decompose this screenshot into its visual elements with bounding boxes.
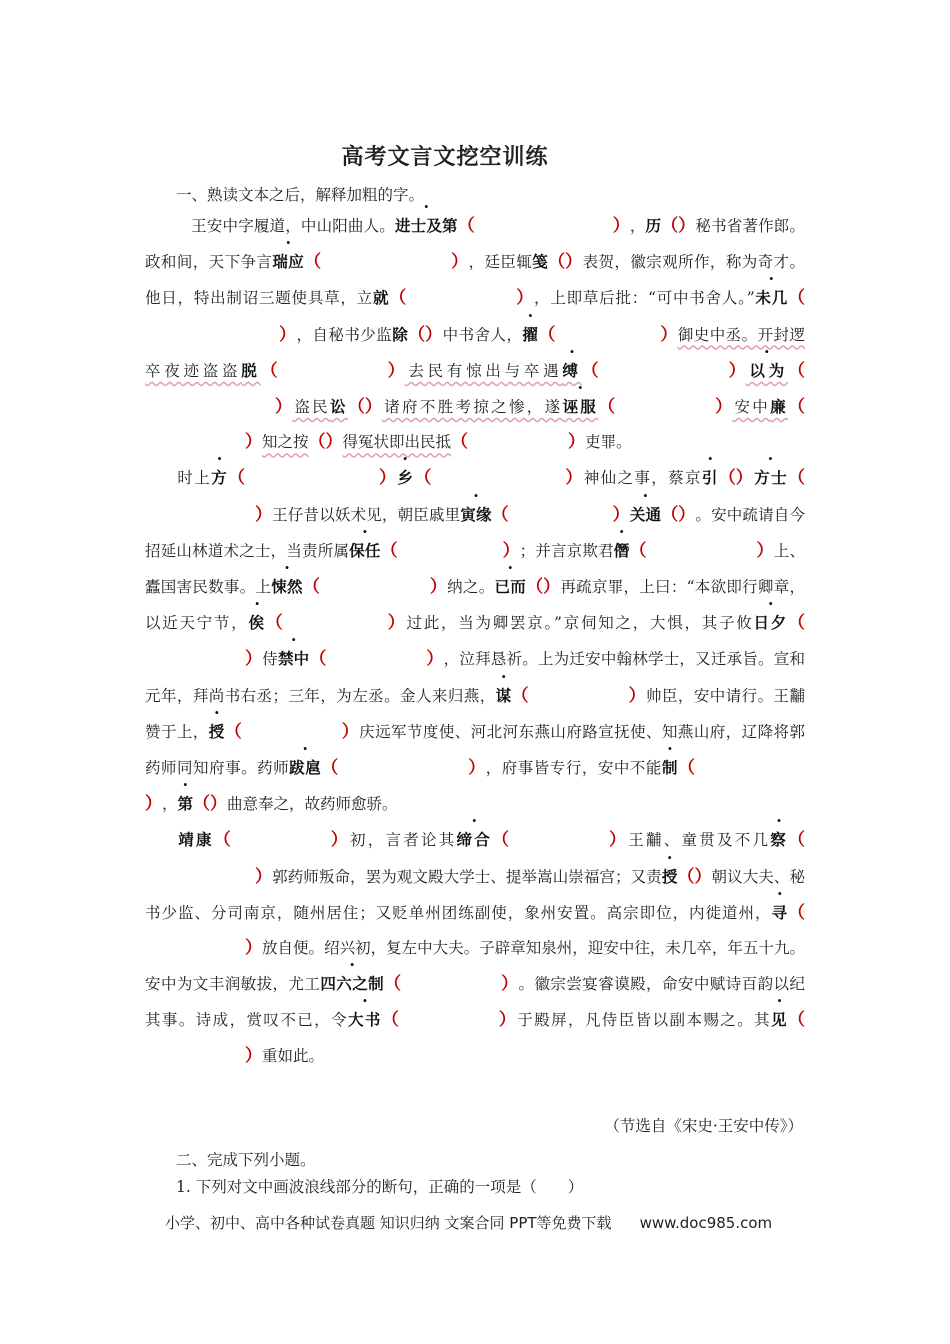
text: 郭药师叛命，罢为观文殿大学士、提举嵩山崇福宫；又责 bbox=[272, 867, 662, 886]
text: 朝议大夫、秘书少监、分司南京，随州居住；又贬单州团练副使，象州安置。高宗即位，内徙道州， bbox=[145, 867, 805, 922]
blank-open: （ bbox=[677, 758, 695, 779]
keyword: 除 bbox=[392, 324, 409, 344]
blank-open: （ bbox=[228, 468, 246, 489]
blank-open: （ bbox=[414, 468, 432, 489]
blank-open: （ bbox=[224, 721, 242, 742]
text: 初，言者论其 bbox=[347, 831, 457, 850]
blank-close: ） bbox=[715, 397, 733, 418]
blank-close: ） bbox=[565, 468, 583, 489]
blank-open: （ bbox=[213, 830, 231, 851]
blank-open: （ bbox=[526, 577, 544, 598]
blank-close: ） bbox=[468, 758, 486, 779]
blank-close: ） bbox=[275, 397, 292, 418]
keyword: 察 bbox=[770, 830, 788, 850]
blank-open: （ bbox=[787, 613, 805, 634]
blank-close: ） bbox=[387, 360, 405, 381]
text: 盗民 bbox=[292, 398, 330, 417]
keyword: 进士及第 bbox=[394, 216, 458, 235]
keyword: 历 bbox=[645, 216, 662, 235]
blank-close: ） bbox=[245, 938, 262, 959]
blank-close: ） bbox=[255, 504, 272, 525]
blank-close: ） bbox=[498, 1010, 516, 1031]
text: 安中 bbox=[732, 398, 771, 417]
blank-open: （ bbox=[384, 974, 402, 995]
blank-open: （ bbox=[308, 432, 326, 453]
text: 重如此。 bbox=[262, 1046, 325, 1065]
blank-close: ） bbox=[756, 540, 774, 561]
blank-close: ） bbox=[516, 288, 534, 309]
blank-close: ） bbox=[735, 468, 753, 489]
text: 曲意奉之，故药师愈骄。 bbox=[227, 795, 398, 814]
blank-open: （ bbox=[629, 540, 647, 561]
blank-open: （ bbox=[381, 1010, 399, 1031]
blank-close: ） bbox=[325, 432, 343, 453]
blank-open: （ bbox=[661, 504, 679, 525]
blank-close: ） bbox=[387, 613, 405, 634]
keyword: 以为 bbox=[745, 360, 788, 380]
text: 去民有惊出与卒遇 bbox=[404, 361, 563, 380]
keyword: 禁中 bbox=[277, 649, 310, 669]
text: 。徽宗尝宴睿谟殿，命安中赋诗百韵以纪其事。诗成，赏叹不已，令 bbox=[145, 975, 805, 1030]
keyword: 授 bbox=[661, 866, 678, 886]
blank-close: ） bbox=[728, 360, 746, 381]
keyword: 第 bbox=[177, 794, 194, 814]
blank-close: ） bbox=[429, 577, 447, 598]
keyword: 俟 bbox=[248, 613, 266, 633]
text: ，府事皆专行，安中不能 bbox=[485, 759, 662, 778]
keyword: 制 bbox=[661, 758, 678, 778]
blank-close: ） bbox=[245, 432, 262, 453]
blank-close: ） bbox=[678, 504, 696, 525]
blank-open: （ bbox=[321, 758, 339, 779]
keyword: 擢 bbox=[522, 324, 539, 344]
keyword: 缚 bbox=[562, 360, 582, 380]
footer-url[interactable]: www.doc985.com bbox=[639, 1214, 773, 1232]
blank-close: ） bbox=[678, 216, 696, 236]
blank-open: （ bbox=[309, 649, 327, 670]
blank-open: （ bbox=[787, 288, 805, 309]
blank-open: （ bbox=[787, 830, 805, 851]
blank-close: ） bbox=[245, 1045, 262, 1066]
blank-close: ） bbox=[364, 397, 382, 418]
blank-close: ） bbox=[612, 216, 630, 236]
blank-close: ） bbox=[451, 252, 469, 273]
keyword: 悚然 bbox=[271, 577, 303, 597]
keyword: 缔合 bbox=[456, 830, 492, 850]
text: ，泣拜恳祈。上为迁安中翰林学士，又迁承旨。宣和元年，拜尚书右丞；三年，为左丞。金人来归燕， bbox=[145, 650, 805, 705]
text: 得冤状即出民抵 bbox=[342, 433, 452, 452]
keyword: 四六之制 bbox=[320, 974, 385, 994]
keyword: 就 bbox=[372, 288, 390, 308]
blank-open: （ bbox=[457, 216, 475, 236]
keyword: 授 bbox=[208, 721, 225, 741]
wavy-underlined-text bbox=[145, 326, 805, 452]
text: 秘书省著作郎。政和间，天下争言 bbox=[145, 217, 805, 272]
keyword: 保任 bbox=[349, 540, 381, 560]
keyword: 瑞应 bbox=[272, 252, 305, 272]
blank-open: （ bbox=[302, 577, 320, 598]
blank-close: ） bbox=[660, 324, 678, 345]
text: 庆远军节度使、河北河东燕山府路宣抚使、知燕山府，辽降将郭药师同知府事。药师 bbox=[145, 722, 805, 778]
blank-open: （ bbox=[511, 685, 529, 706]
blank-open: （ bbox=[380, 540, 398, 561]
blank-open: （ bbox=[677, 866, 695, 887]
text: ， bbox=[162, 795, 178, 814]
blank-close: ） bbox=[628, 685, 646, 706]
keyword: 关通 bbox=[629, 504, 662, 524]
keyword: 方士 bbox=[752, 468, 788, 488]
footer bbox=[165, 1212, 772, 1233]
text: ， bbox=[629, 217, 646, 235]
blank-close: ） bbox=[501, 974, 519, 995]
blank-open: （ bbox=[538, 324, 556, 345]
page-title: 高考文言文挖空训练 bbox=[341, 144, 549, 170]
blank-open: （ bbox=[788, 902, 805, 923]
text: 帅臣，安中请行。王黼赞于上， bbox=[145, 686, 805, 741]
keyword: 已而 bbox=[494, 577, 527, 597]
blank-open: （ bbox=[787, 468, 805, 489]
text: 吏罪。 bbox=[585, 433, 632, 452]
blank-open: （ bbox=[491, 830, 509, 851]
passage bbox=[145, 208, 805, 1074]
text: 过此，当为卿罢京。”京伺知之，大惧，其子攸 bbox=[404, 614, 754, 633]
keyword: 大书 bbox=[348, 1010, 382, 1030]
blank-close: ） bbox=[210, 794, 228, 815]
blank-open: （ bbox=[598, 397, 616, 418]
text: 王安中字履道，中山阳曲人。 bbox=[191, 217, 395, 235]
text: 。安中疏请自今招延山林道术之士，当责所属 bbox=[145, 505, 805, 560]
question-1: 1. 下列对文中画波浪线部分的断句，正确的一项是（ ） bbox=[176, 1178, 584, 1196]
blank-close: ） bbox=[330, 830, 348, 851]
keyword: 日夕 bbox=[753, 613, 788, 633]
keyword: 乡 bbox=[396, 468, 415, 488]
blank-open: （ bbox=[260, 360, 278, 381]
keyword: 僭 bbox=[613, 540, 630, 560]
keyword: 谋 bbox=[495, 685, 512, 705]
blank-close: ） bbox=[568, 432, 586, 453]
blank-close: ） bbox=[245, 649, 262, 670]
text: 知之按 bbox=[262, 433, 309, 452]
text: ；并言京欺君 bbox=[519, 541, 614, 560]
source-citation: （节选自《宋史·王安中传》） bbox=[604, 1117, 803, 1135]
blank-close: ） bbox=[279, 324, 296, 345]
blank-close: ） bbox=[255, 866, 272, 887]
section-1-heading: 一、熟读文本之后，解释加粗的字。 bbox=[176, 186, 425, 204]
paragraph-1 bbox=[145, 208, 805, 460]
blank-open: （ bbox=[304, 252, 322, 273]
keyword: 寅缘 bbox=[460, 504, 492, 524]
keyword: 寻 bbox=[771, 902, 788, 922]
blank-open: （ bbox=[408, 324, 426, 345]
blank-open: （ bbox=[347, 397, 365, 418]
blank-open: （ bbox=[491, 504, 509, 525]
blank-open: （ bbox=[265, 613, 283, 634]
blank-close: ） bbox=[145, 794, 162, 815]
text: 放自便。绍兴初，复左中大夫。子辟章知泉州，迎安中往，未几卒，年五十九。安中为文丰润敏拔，尤工 bbox=[145, 939, 805, 994]
blank-open: （ bbox=[581, 360, 599, 381]
text: 神仙之事，蔡京 bbox=[582, 469, 702, 488]
blank-open: （ bbox=[787, 397, 805, 418]
paragraph-3 bbox=[145, 822, 805, 1073]
keyword: 诬服 bbox=[562, 397, 599, 417]
blank-open: （ bbox=[718, 468, 736, 489]
keyword: 讼 bbox=[330, 397, 348, 417]
text: 表贺，徽宗观所作，称为奇才。他日，特出制诏三题使具草，立 bbox=[145, 253, 805, 308]
text: ，上即草后批：“可中书舍人。” bbox=[533, 289, 755, 308]
text: 于殿屏，凡侍臣皆以副本赐之。其 bbox=[515, 1011, 772, 1030]
keyword: 方 bbox=[211, 468, 229, 488]
text: 王仔昔以妖术见，朝臣戚里 bbox=[272, 505, 461, 524]
blank-open: （ bbox=[193, 794, 211, 815]
keyword: 靖康 bbox=[176, 830, 214, 850]
paragraph-2 bbox=[145, 460, 805, 822]
text: 时上 bbox=[176, 469, 212, 488]
text: ，廷臣辄 bbox=[468, 253, 533, 272]
blank-open: （ bbox=[451, 432, 469, 453]
text: 上、蠹国害民数事。上 bbox=[145, 541, 805, 597]
blank-close: ） bbox=[608, 830, 626, 851]
blank-close: ） bbox=[426, 649, 444, 670]
text: 纳之。 bbox=[446, 578, 495, 597]
text: 诸府不胜考掠之惨，遂 bbox=[381, 398, 563, 417]
blank-close: ） bbox=[612, 504, 630, 525]
keyword: 廉 bbox=[770, 397, 788, 417]
text: 中书舍人， bbox=[442, 325, 523, 344]
text: ，自秘书少监 bbox=[296, 325, 393, 344]
keyword: 引 bbox=[701, 468, 719, 488]
text: 再疏京罪，上曰：“本欲即行卿章，以近天宁节， bbox=[145, 578, 805, 633]
keyword: 脱 bbox=[241, 360, 261, 380]
keyword: 见 bbox=[771, 1010, 788, 1030]
keyword: 未几 bbox=[754, 288, 788, 308]
text: 王黼、童贯及不几 bbox=[625, 831, 771, 850]
blank-open: （ bbox=[787, 1010, 805, 1031]
blank-open: （ bbox=[389, 288, 407, 309]
blank-close: ） bbox=[379, 468, 397, 489]
blank-close: ） bbox=[543, 577, 561, 598]
blank-close: ） bbox=[565, 252, 583, 273]
blank-close: ） bbox=[694, 866, 712, 887]
text: 御史中丞。开封逻卒夜迹盗盗 bbox=[145, 325, 805, 380]
text: 侍 bbox=[262, 650, 278, 669]
keyword: 跋扈 bbox=[289, 758, 322, 778]
footer-text: 小学、初中、高中各种试卷真题 知识归纳 文案合同 PPT等免费下载 bbox=[165, 1214, 612, 1232]
blank-close: ） bbox=[502, 540, 520, 561]
blank-close: ） bbox=[341, 721, 359, 742]
section-2-heading: 二、完成下列小题。 bbox=[176, 1151, 316, 1169]
blank-open: （ bbox=[661, 216, 679, 236]
blank-open: （ bbox=[548, 252, 566, 273]
blank-open: （ bbox=[787, 360, 805, 381]
blank-close: ） bbox=[425, 324, 443, 345]
keyword: 笺 bbox=[532, 252, 549, 272]
